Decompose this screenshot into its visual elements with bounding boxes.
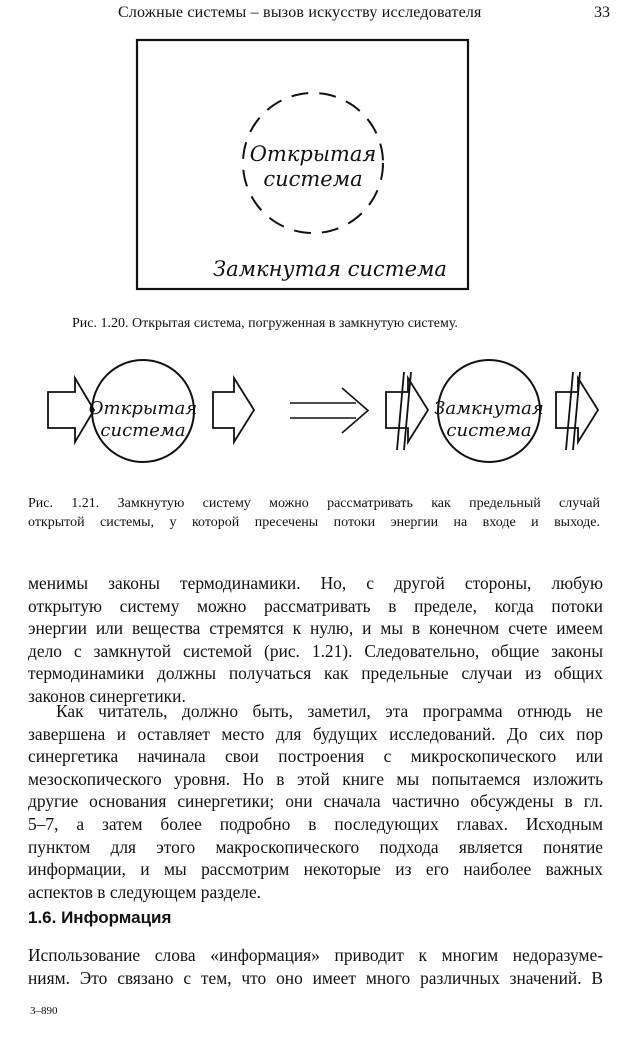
paragraph-1 xyxy=(28,572,603,708)
text-line: энергии или вещества стремятся к нулю, и мы в конечном счете имеем xyxy=(28,618,603,639)
text-line: 5–7, а затем более подробно в последующих главах. Исходным xyxy=(28,813,603,834)
figure-1-21 xyxy=(0,350,620,490)
left-circle-line1: Открытая xyxy=(88,398,198,419)
right-circle-line2: система xyxy=(446,420,532,441)
input-arrow xyxy=(48,378,94,442)
outer-label: Замкнутая система xyxy=(213,257,447,281)
text-line: открытую систему можно рассматривать в пределе, когда потоки xyxy=(28,595,603,616)
figure-1-20 xyxy=(0,0,620,310)
text-line: мезоскопического уровня. Но в этой книге мы попытаемся изложить xyxy=(28,768,603,789)
inner-label-line2: система xyxy=(263,167,363,191)
left-circle-line2: система xyxy=(100,420,186,441)
figure-1-21-caption xyxy=(28,494,600,532)
text-line: информации, и мы рассмотрим некоторые из его наиболее важных xyxy=(28,859,603,880)
text-line: аспектов в следующем разделе. xyxy=(28,881,262,902)
caption-line: Рис. 1.21. Замкнутую систему можно рассматривать как предельный случай xyxy=(28,496,600,511)
section-heading: 1.6. Информация xyxy=(28,908,172,927)
text-line: менимы законы термодинамики. Но, с другой стороны, любую xyxy=(28,573,603,593)
transition-arrow xyxy=(342,388,368,433)
output-arrow xyxy=(213,378,254,442)
right-circle-line1: Замкнутая xyxy=(434,398,544,419)
text-line: пунктом для этого макроскопического подхода является понятие xyxy=(28,836,603,857)
inner-label-line1: Открытая xyxy=(249,142,377,166)
paragraph-3 xyxy=(28,944,603,989)
text-line: Как читатель, должно быть, заметил, эта программа отнюдь не xyxy=(56,701,603,721)
text-line: синергетика начинала свои построения с микроскопического или xyxy=(28,746,603,767)
text-line: другие основания синергетики; они сначала частично обсуждены в гл. xyxy=(28,791,603,812)
text-line: дело с замкнутой системой (рис. 1.21). Следовательно, общие законы xyxy=(28,640,603,661)
signature-mark: 3–890 xyxy=(30,1005,58,1017)
page-number: 33 xyxy=(594,4,610,21)
caption-line: открытой системы, у которой пресечены потоки энергии на входе и выходе. xyxy=(28,515,600,530)
text-line: Использование слова «информация» приводит к многим недоразуме- xyxy=(28,945,603,965)
figure-1-20-caption: Рис. 1.20. Открытая система, погруженная в замкнутую систему. xyxy=(72,316,458,331)
running-header: Сложные системы – вызов искусству исследователя xyxy=(118,4,482,21)
text-line: термодинамики должны получаться как предельные случаи из общих xyxy=(28,663,603,684)
text-line: ниям. Это связано с тем, что оно имеет много различных значений. В xyxy=(28,967,603,988)
paragraph-2 xyxy=(28,700,603,903)
text-line: завершена и оставляет место для будущих исследований. До сих пор xyxy=(28,723,603,744)
text-line: законов синергетики. xyxy=(28,685,186,706)
